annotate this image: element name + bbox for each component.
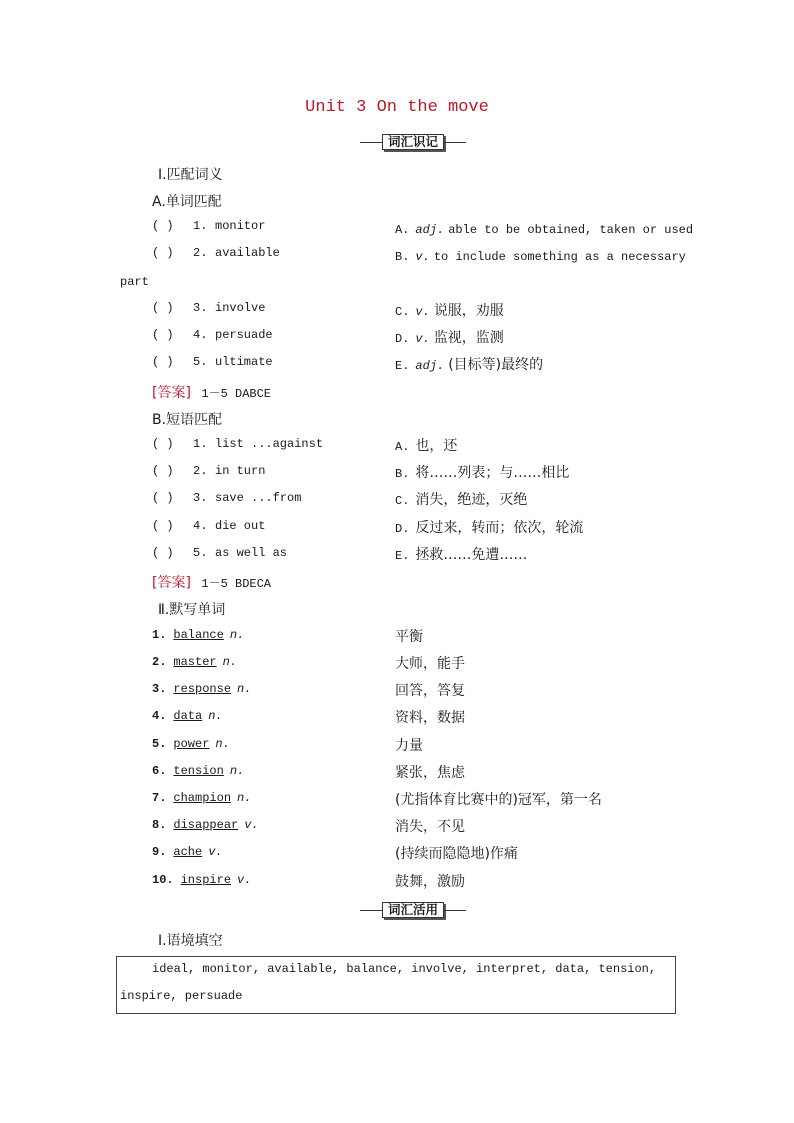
item-word: data: [173, 709, 203, 723]
answer-blank: ( ): [152, 491, 174, 505]
spelling-item: [152, 791, 251, 805]
part-of-speech: v.: [208, 845, 223, 859]
option-letter: D.: [395, 522, 410, 536]
item-number: 1.: [193, 437, 208, 451]
item-meaning: 平衡: [395, 629, 423, 645]
part-of-speech: adj.: [415, 223, 445, 237]
option-letter: C.: [395, 494, 410, 508]
part-of-speech: n.: [222, 655, 238, 669]
item-word: response: [173, 682, 232, 696]
item-meaning: (持续而隐隐地)作痛: [395, 846, 518, 862]
item-meaning: (尤指体育比赛中的)冠军，第一名: [395, 792, 602, 808]
item-word: monitor: [215, 219, 266, 233]
item-definition: [395, 435, 457, 455]
item-word: persuade: [215, 328, 273, 342]
item-phrase: in turn: [215, 464, 266, 478]
spelling-item: [152, 845, 223, 859]
item-definition: [395, 354, 543, 374]
option-letter: C.: [395, 305, 410, 319]
item-definition: [395, 462, 569, 482]
part-of-speech: v.: [415, 305, 430, 319]
part-of-speech: v.: [415, 250, 430, 264]
answer-blank: ( ): [152, 464, 174, 478]
item-definition: [395, 218, 693, 237]
word-bank-box: [116, 956, 676, 1014]
definition-text: 消失，绝迹，灭绝: [415, 492, 528, 508]
spelling-item: [152, 628, 244, 642]
option-letter: A.: [395, 223, 410, 237]
part-of-speech: n.: [215, 737, 230, 751]
definition-text: 监视，监测: [433, 330, 504, 346]
answer-blank: ( ): [152, 355, 174, 369]
part-of-speech: adj.: [415, 359, 445, 373]
item-meaning: 回答，答复: [395, 683, 465, 699]
item-word: champion: [173, 791, 232, 805]
answer-blank: ( ): [152, 328, 174, 342]
item-number: 4.: [193, 519, 208, 533]
answer-blank: ( ): [152, 246, 174, 260]
section-banner-vocab-recognition: [360, 134, 466, 150]
answer-blank: ( ): [152, 546, 174, 560]
item-word: involve: [215, 301, 266, 315]
spelling-item: [152, 873, 251, 887]
option-letter: B.: [395, 250, 410, 264]
item-word: master: [173, 655, 217, 669]
item-word: inspire: [180, 873, 232, 887]
definition-text: 也，还: [415, 438, 458, 454]
item-number: 8.: [152, 818, 167, 832]
definition-text: 拯救……免遭……: [415, 547, 528, 563]
item-definition: [395, 245, 686, 264]
section-heading-spelling: Ⅱ.默写单词: [158, 602, 226, 618]
item-word: balance: [173, 628, 224, 642]
part-of-speech: n.: [229, 764, 245, 778]
word-bank-line-1: ideal, monitor, available, balance, involve, interpret, data, tension,: [152, 962, 657, 976]
banner-line-left: [360, 910, 382, 911]
item-word: power: [173, 737, 210, 751]
spelling-item: [152, 818, 259, 832]
item-number: 10.: [152, 873, 174, 887]
item-number: 5.: [152, 737, 167, 751]
word-bank-line-2: inspire, persuade: [120, 989, 243, 1003]
item-definition: [395, 544, 527, 564]
option-letter: A.: [395, 440, 410, 454]
definition-text: 反过来，转而；依次，轮流: [415, 520, 584, 536]
item-number: 3.: [193, 301, 208, 315]
part-b-heading: B.短语匹配: [152, 412, 223, 428]
item-definition: [395, 327, 504, 347]
definition-text: able to be obtained, taken or used: [448, 223, 694, 237]
answer-b: [152, 572, 271, 592]
item-word: ache: [173, 845, 203, 859]
answer-text: 1－5 DABCE: [201, 387, 272, 401]
section-heading-matching: Ⅰ.匹配词义: [158, 167, 223, 183]
definition-text: (目标等)最终的: [448, 357, 544, 373]
part-of-speech: n.: [208, 709, 223, 723]
item-phrase: die out: [215, 519, 266, 533]
answer-blank: ( ): [152, 301, 174, 315]
section-heading-fill-in: Ⅰ.语境填空: [158, 933, 223, 949]
page-title: Unit 3 On the move: [305, 98, 489, 117]
answer-label: [答案]: [152, 385, 191, 401]
item-word: ultimate: [215, 355, 273, 369]
spelling-item: [152, 682, 251, 696]
section-banner-vocab-usage: [360, 902, 466, 918]
spelling-item: [152, 709, 223, 723]
part-of-speech: v.: [244, 818, 259, 832]
item-number: 5.: [193, 546, 208, 560]
item-phrase: as well as: [215, 546, 288, 560]
spelling-item: [152, 737, 230, 751]
item-number: 5.: [193, 355, 208, 369]
answer-a: [152, 382, 271, 402]
item-number: 2.: [193, 246, 208, 260]
part-of-speech: n.: [237, 791, 252, 805]
item-number: 7.: [152, 791, 167, 805]
part-of-speech: v.: [415, 332, 430, 346]
banner-label: 词汇识记: [382, 134, 444, 150]
item-number: 6.: [152, 764, 167, 778]
banner-line-right: [444, 910, 466, 911]
option-letter: E.: [395, 549, 410, 563]
option-letter: D.: [395, 332, 410, 346]
option-letter: E.: [395, 359, 410, 373]
answer-blank: ( ): [152, 219, 174, 233]
item-number: 1.: [152, 628, 167, 642]
item-word: tension: [173, 764, 224, 778]
item-number: 4.: [193, 328, 208, 342]
item-definition: [395, 517, 583, 537]
spelling-item: [152, 655, 237, 669]
item-phrase: save ...from: [215, 491, 302, 505]
item-definition: [395, 489, 527, 509]
item-meaning: 资料，数据: [395, 710, 465, 726]
option-letter: B.: [395, 467, 410, 481]
answer-blank: ( ): [152, 519, 174, 533]
item-word: disappear: [173, 818, 239, 832]
answer-text: 1－5 BDECA: [201, 577, 272, 591]
answer-blank: ( ): [152, 437, 174, 451]
banner-line-left: [360, 142, 382, 143]
item-number: 1.: [193, 219, 208, 233]
item-phrase: list ...against: [215, 437, 324, 451]
definition-text: to include something as a necessary: [433, 250, 686, 264]
item-number: 2.: [193, 464, 208, 478]
banner-line-right: [444, 142, 466, 143]
part-of-speech: v.: [237, 873, 252, 887]
item-definition: [395, 300, 504, 320]
answer-label: [答案]: [152, 575, 191, 591]
item-number: 2.: [152, 655, 167, 669]
item-meaning: 力量: [395, 738, 423, 754]
item-number: 4.: [152, 709, 167, 723]
definition-text: 说服，劝服: [433, 303, 504, 319]
item-meaning: 大师，能手: [395, 656, 465, 672]
item-meaning: 消失，不见: [395, 819, 465, 835]
item-word: available: [215, 246, 280, 260]
item-number: 9.: [152, 845, 167, 859]
item-meaning: 鼓舞，激励: [395, 874, 465, 890]
item-number: 3.: [152, 682, 167, 696]
definition-continuation: part: [120, 275, 149, 289]
item-number: 3.: [193, 491, 208, 505]
part-a-heading: A.单词匹配: [152, 194, 222, 210]
item-meaning: 紧张，焦虑: [395, 765, 465, 781]
spelling-item: [152, 764, 244, 778]
banner-label: 词汇活用: [382, 902, 444, 918]
part-of-speech: n.: [237, 682, 252, 696]
part-of-speech: n.: [229, 628, 245, 642]
definition-text: 将……列表；与……相比: [415, 465, 570, 481]
